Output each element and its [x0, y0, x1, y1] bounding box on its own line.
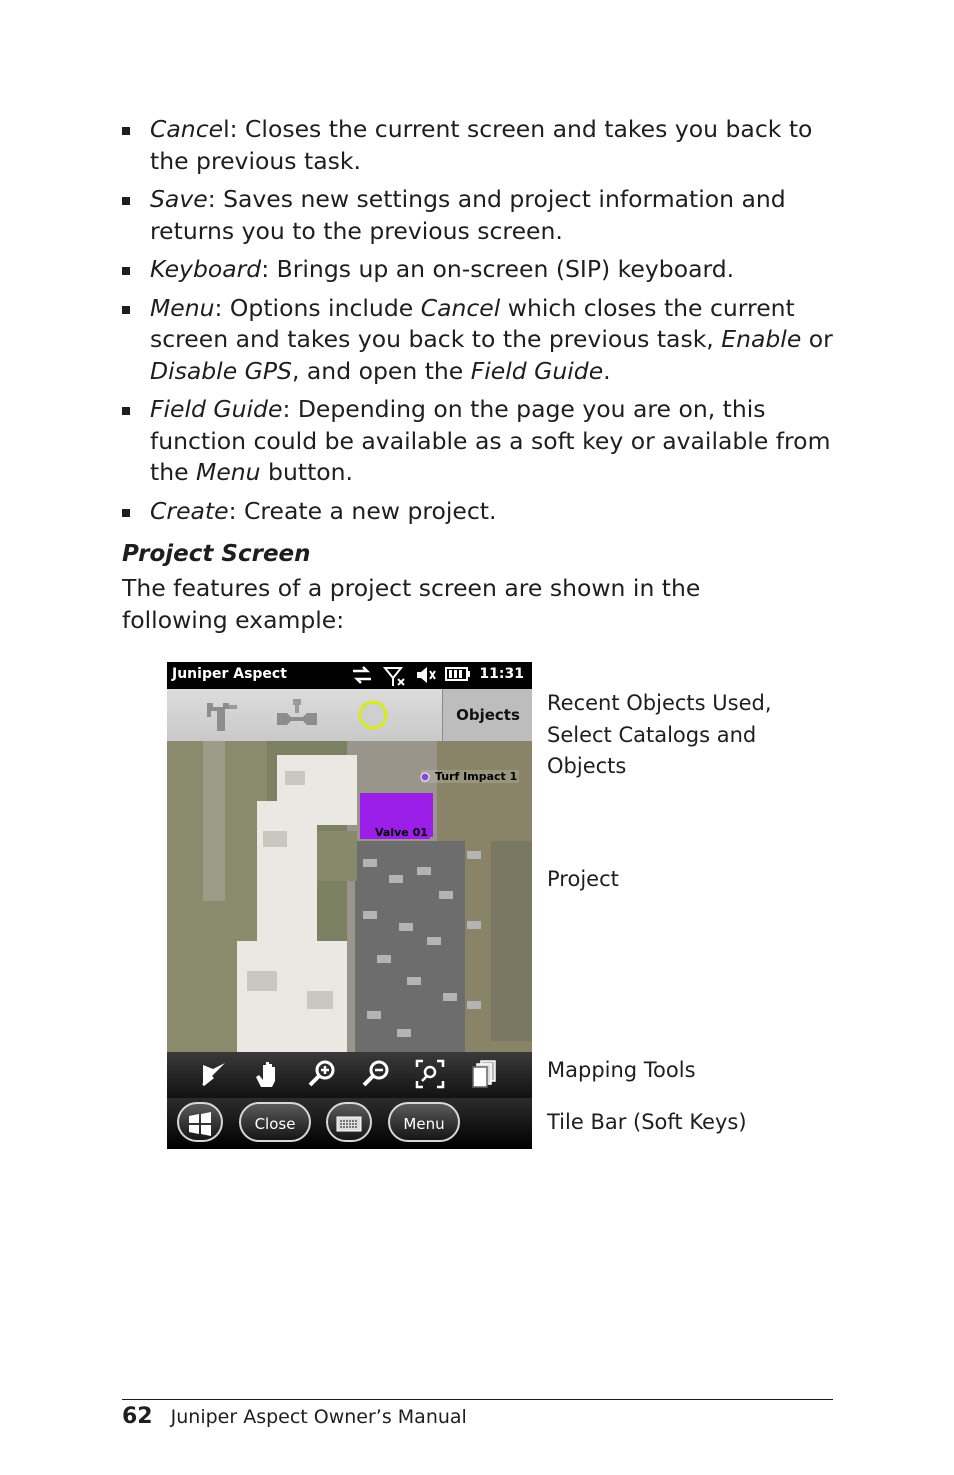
- bullet-menu: [122, 293, 842, 388]
- tile-bar: [167, 1098, 532, 1149]
- callout-mapping-tools: Mapping Tools: [547, 1058, 696, 1082]
- objects-button[interactable]: Objects: [442, 689, 532, 741]
- hydrant-icon[interactable]: [201, 697, 241, 733]
- bullet-marker: [122, 306, 130, 314]
- footer-rule: [122, 1399, 833, 1400]
- close-softkey[interactable]: Close: [239, 1102, 311, 1142]
- sync-arrows-icon: [351, 666, 373, 684]
- keyboard-icon: [336, 1116, 362, 1132]
- bullet-field-guide: [122, 394, 842, 489]
- page-number: 62: [122, 1404, 153, 1429]
- menu-softkey[interactable]: Menu: [388, 1102, 460, 1142]
- bullet-marker: [122, 127, 130, 135]
- layers-icon[interactable]: [469, 1059, 499, 1089]
- battery-icon: [445, 666, 471, 682]
- callout-recent-objects: Recent Objects Used, Select Catalogs and Objects: [547, 691, 772, 778]
- desc-menu-d: , and open the: [291, 356, 471, 385]
- desc-field-guide-b: button.: [260, 458, 354, 486]
- bullet-create: [122, 496, 842, 528]
- mapping-tools-bar: [167, 1052, 532, 1098]
- desc-menu-a: : Options include: [214, 293, 421, 322]
- bullet-marker: [122, 509, 130, 517]
- desc-keyboard: : Brings up an on-screen (SIP) keyboard.: [261, 255, 735, 283]
- em-disable-gps: Disable GPS: [150, 356, 292, 385]
- callout-project: Project: [547, 867, 619, 891]
- term-menu: Menu: [150, 293, 215, 322]
- status-bar: [167, 662, 532, 689]
- desc-field-guide-a: : Depending on the page you are on, this function could be available as a soft key or available from the: [150, 395, 831, 486]
- project-map[interactable]: [167, 741, 532, 1052]
- manual-title: Juniper Aspect Owner’s Manual: [170, 1406, 467, 1428]
- desc-cancel: l: Closes the current screen and takes you back to the previous task.: [150, 115, 813, 175]
- aerial-map-image: [167, 741, 532, 1052]
- bullet-cancel: [122, 114, 842, 177]
- section-heading: Project Screen: [122, 541, 311, 567]
- term-create: Create: [150, 496, 229, 525]
- volume-muted-icon: [415, 666, 437, 684]
- map-label-turf[interactable]: Turf Impact 1: [421, 770, 519, 783]
- device-screenshot: [167, 662, 532, 1149]
- valve-icon[interactable]: [275, 697, 319, 733]
- map-label-valve[interactable]: Valve 01: [360, 826, 430, 839]
- bullet-list: [122, 114, 842, 534]
- app-title: Juniper Aspect: [172, 666, 287, 682]
- recent-objects-bar: [167, 689, 532, 741]
- term-save: Save: [150, 185, 208, 213]
- start-icon: [187, 1111, 213, 1137]
- point-circle-icon[interactable]: [355, 697, 391, 733]
- pan-hand-icon[interactable]: [253, 1059, 283, 1089]
- em-menu: Menu: [196, 458, 261, 486]
- em-enable: Enable: [721, 325, 802, 353]
- term-cancel: Cance: [150, 115, 224, 143]
- clock: 11:31: [479, 666, 524, 682]
- section-intro: The features of a project screen are shown in the following example:: [122, 574, 701, 634]
- bullet-marker: [122, 197, 130, 205]
- desc-menu-c: or: [801, 325, 833, 353]
- callout-tile-bar: Tile Bar (Soft Keys): [547, 1110, 747, 1134]
- bullet-save: [122, 184, 842, 247]
- page-footer: [122, 1404, 467, 1429]
- desc-menu-e: .: [603, 356, 611, 385]
- desc-create: : Create a new project.: [228, 496, 497, 525]
- bullet-marker: [122, 267, 130, 275]
- zoom-extent-icon[interactable]: [415, 1059, 445, 1089]
- em-field-guide: Field Guide: [470, 356, 604, 385]
- bullet-keyboard: [122, 254, 842, 286]
- em-cancel: Cancel: [420, 293, 501, 322]
- desc-menu-b: which closes the current screen and takes you back to the previous task,: [150, 293, 795, 353]
- zoom-in-icon[interactable]: [307, 1059, 337, 1089]
- keyboard-button[interactable]: [326, 1102, 372, 1142]
- start-button[interactable]: [177, 1102, 223, 1142]
- term-field-guide: Field Guide: [150, 395, 283, 423]
- bullet-marker: [122, 407, 130, 415]
- term-keyboard: Keyboard: [150, 255, 262, 283]
- desc-save: : Saves new settings and project information and returns you to the previous screen.: [150, 185, 786, 245]
- zoom-out-icon[interactable]: [361, 1059, 391, 1089]
- signal-off-icon: [383, 666, 407, 688]
- select-tool-icon[interactable]: [199, 1059, 229, 1089]
